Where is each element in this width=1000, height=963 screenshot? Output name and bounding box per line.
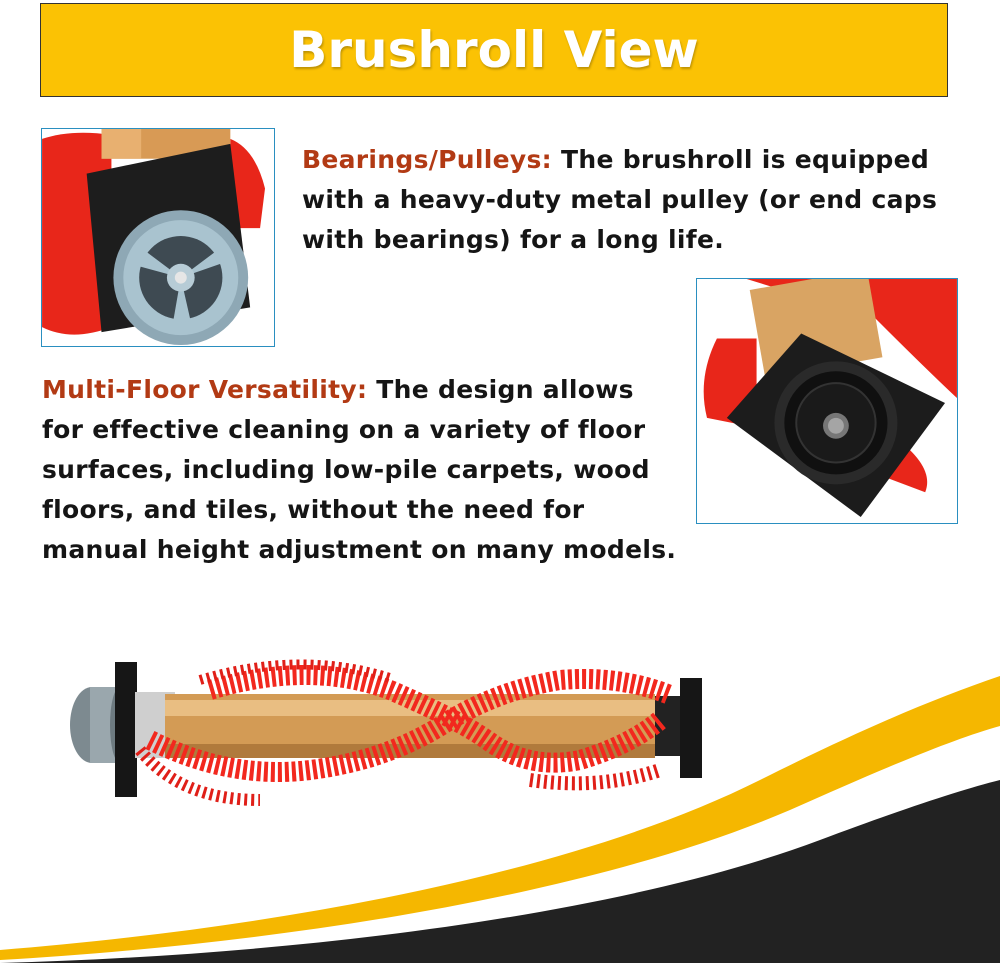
multifloor-description [42, 370, 682, 570]
brushroll-image [60, 650, 720, 830]
bearings-text: The brushroll is equipped with a heavy-duty metal pulley (or end caps with bearings) for a long life. [302, 145, 938, 254]
bearing-endcap-photo [696, 278, 958, 524]
multifloor-text: The design allows for effective cleaning on a variety of floor surfaces, including low-pile carpets, wood floors, and tiles, without the need for manual height adjustment on many models. [42, 375, 677, 564]
header-banner [40, 3, 948, 97]
pulley-endcap-photo [41, 128, 275, 347]
bearings-description [302, 140, 952, 260]
bearings-label: Bearings/Pulleys: [302, 145, 552, 174]
page-title: Brushroll View [289, 21, 699, 79]
multifloor-label: Multi-Floor Versatility: [42, 375, 368, 404]
